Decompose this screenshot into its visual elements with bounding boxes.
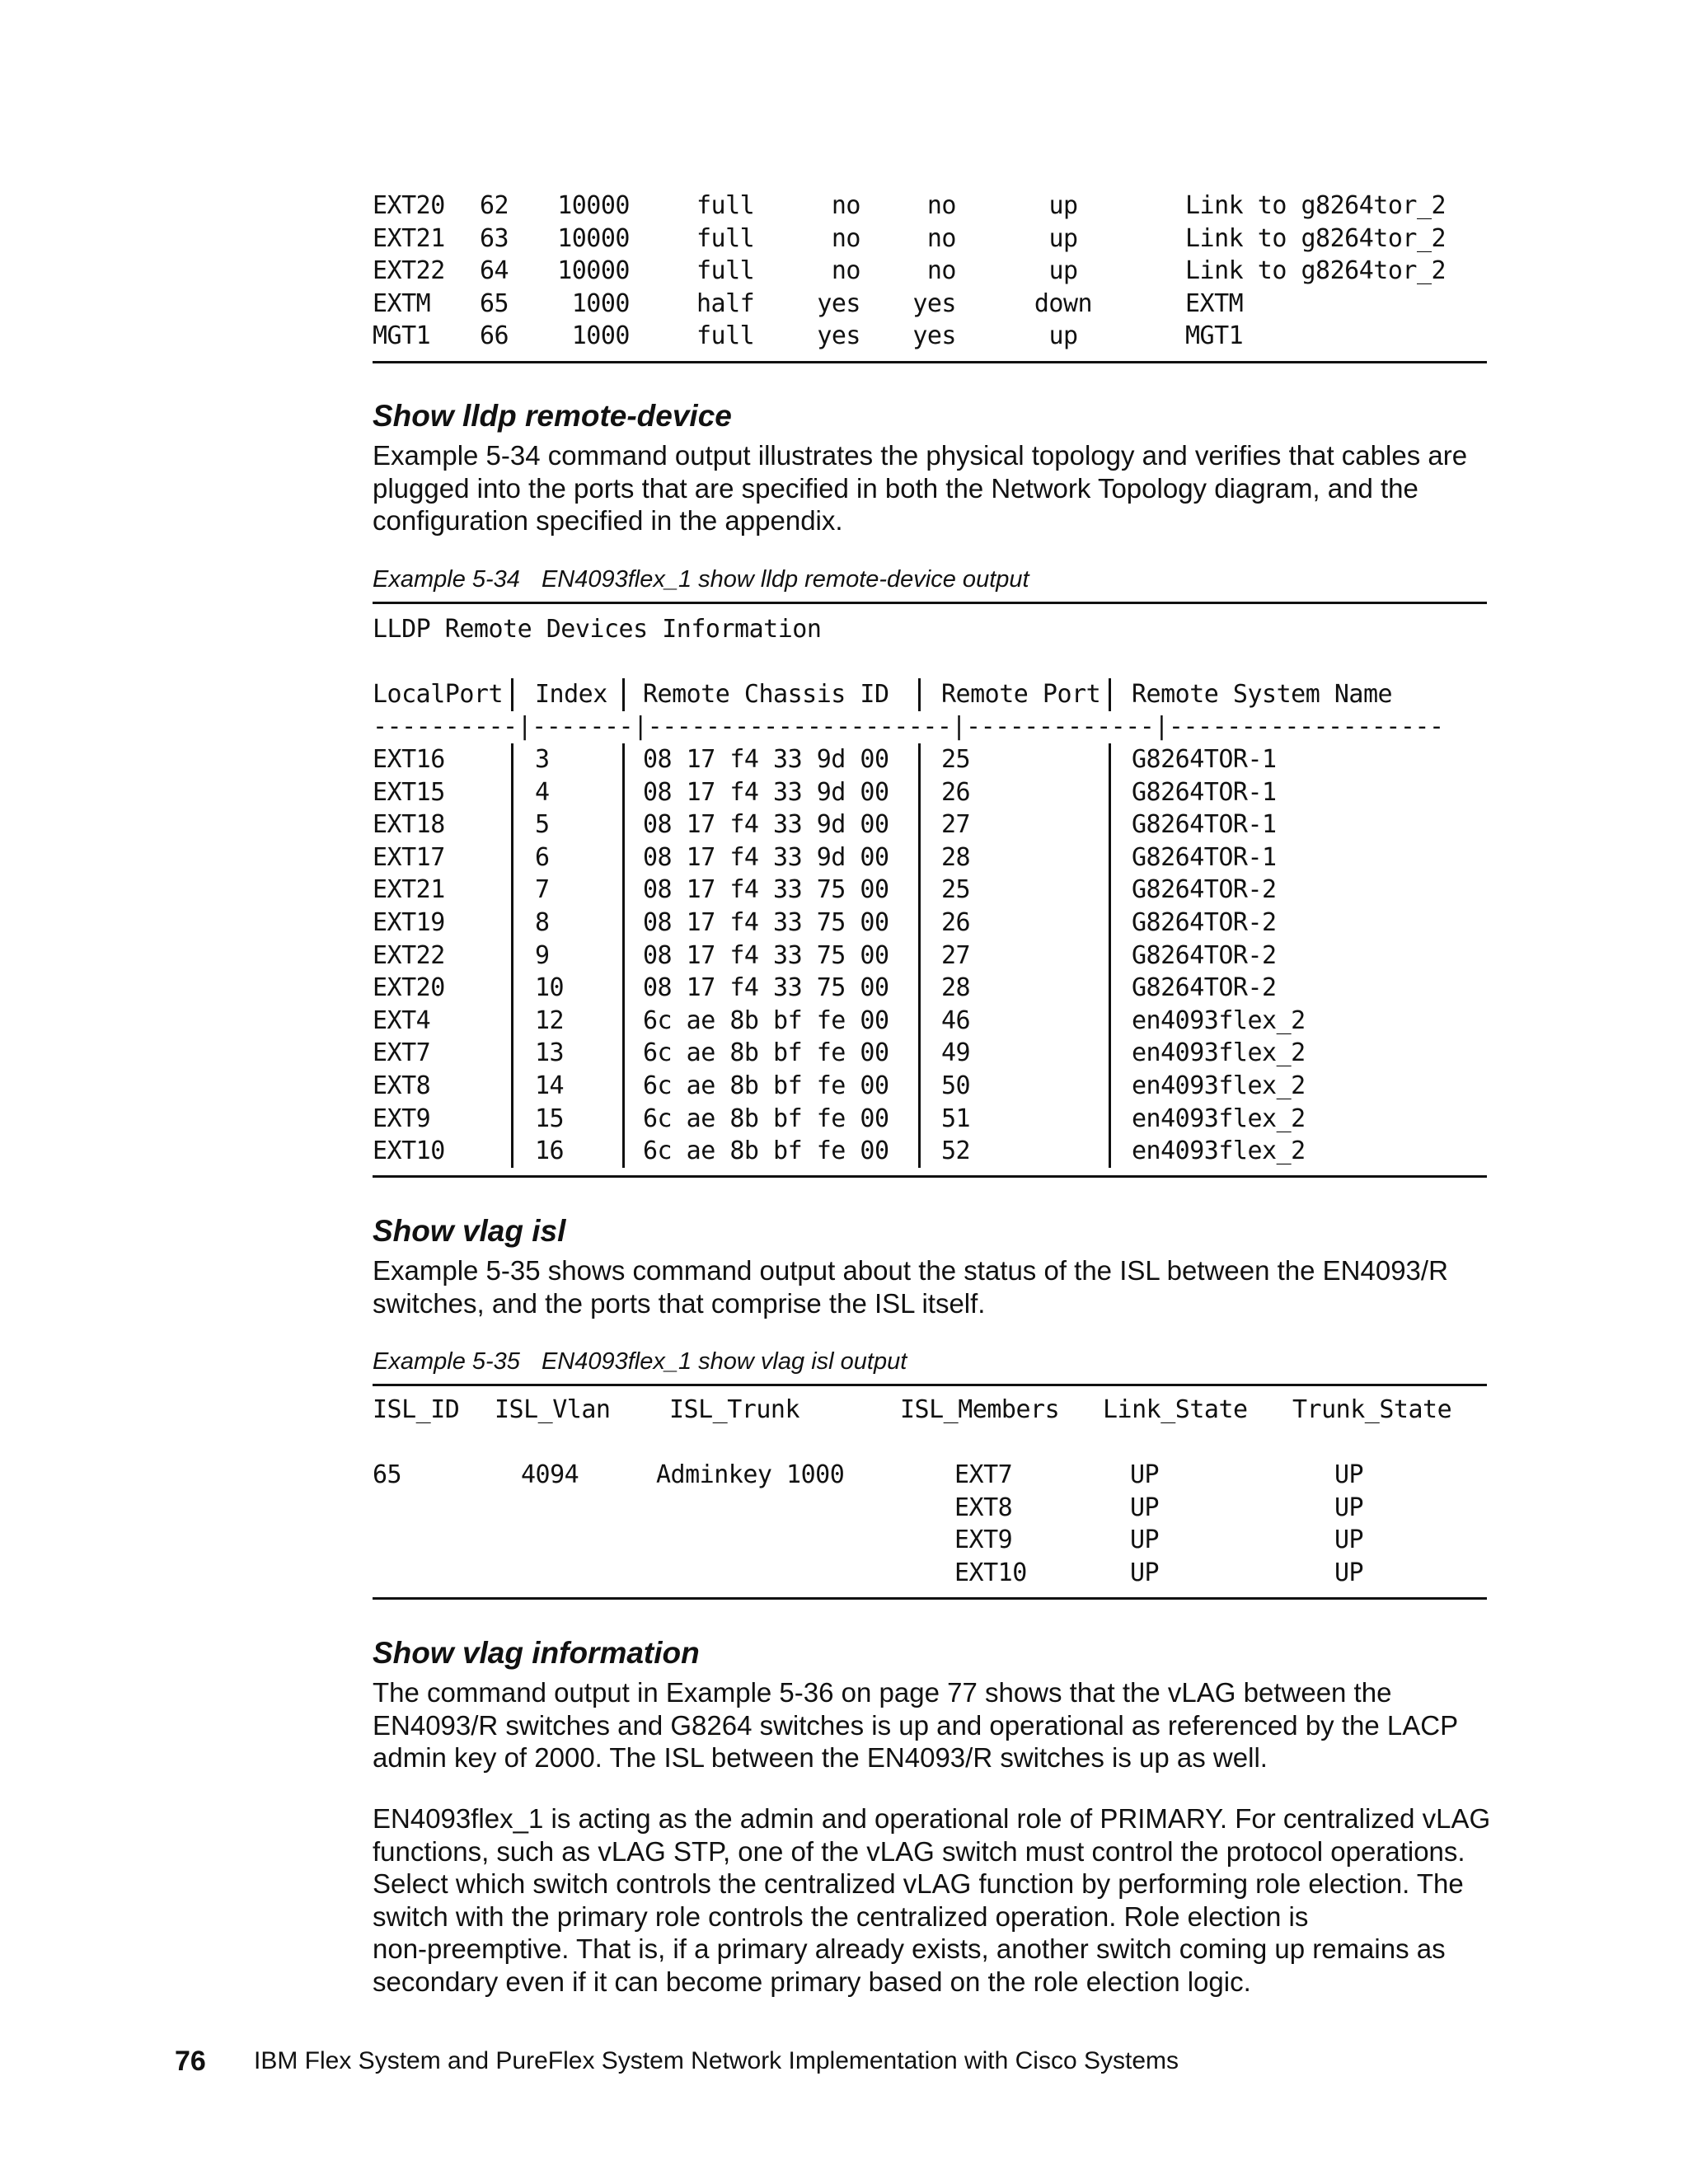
port-duplex: full xyxy=(696,256,755,285)
column-separator xyxy=(918,1070,921,1103)
port-flow-tx: no xyxy=(831,191,860,220)
text-line: non-preemptive. That is, if a primary already exists, another switch coming up remains as xyxy=(373,1933,1446,1964)
text-line: Select which switch controls the centralized vLAG function by performing role election. The xyxy=(373,1868,1464,1899)
isl-header-trunk-state: Trunk_State xyxy=(1292,1395,1452,1424)
column-separator xyxy=(511,1037,513,1070)
port-flow-tx: yes xyxy=(817,289,860,318)
column-separator xyxy=(622,1005,625,1038)
column-separator xyxy=(622,1103,625,1136)
lldp-index: 7 xyxy=(535,875,550,905)
column-separator xyxy=(622,808,625,841)
lldp-system-name: G8264TOR-2 xyxy=(1132,875,1277,905)
lldp-remote-port: 26 xyxy=(941,908,971,937)
column-separator xyxy=(1109,776,1111,809)
column-separator xyxy=(511,874,513,907)
port-flow-rx: yes xyxy=(912,321,956,350)
lldp-title-line: LLDP Remote Devices Information xyxy=(373,615,822,644)
lldp-remote-port: 27 xyxy=(941,940,971,970)
port-duplex: full xyxy=(696,191,755,220)
text-line: admin key of 2000. The ISL between the EN4093/R switches is up as well. xyxy=(373,1742,1268,1773)
port-index: 62 xyxy=(480,191,509,220)
lldp-index: 10 xyxy=(535,973,565,1003)
example-caption-5-35 xyxy=(373,1348,907,1376)
lldp-index: 13 xyxy=(535,1038,565,1068)
isl-table-top-rule xyxy=(373,1384,1487,1386)
lldp-system-name: G8264TOR-1 xyxy=(1132,810,1277,840)
caption-text: EN4093flex_1 show lldp remote-device output xyxy=(541,566,1029,593)
lldp-index: 6 xyxy=(535,842,550,872)
column-separator xyxy=(511,776,513,809)
lldp-chassis-id: 08 17 f4 33 9d 00 xyxy=(643,842,889,872)
lldp-index: 4 xyxy=(535,777,550,807)
book-title: IBM Flex System and PureFlex System Network Implementation with Cisco Systems xyxy=(254,2047,1179,2074)
lldp-chassis-id: 6c ae 8b bf fe 00 xyxy=(643,1071,889,1100)
column-separator xyxy=(622,940,625,972)
text-line: switch with the primary role controls the centralized operation. Role election is xyxy=(373,1900,1309,1932)
column-separator xyxy=(622,1037,625,1070)
column-separator xyxy=(511,1135,513,1168)
column-separator xyxy=(1109,678,1111,711)
port-flow-rx: no xyxy=(926,191,956,220)
header-remote-port: Remote Port xyxy=(941,680,1101,709)
port-description: EXTM xyxy=(1185,289,1244,318)
column-separator xyxy=(1109,1135,1111,1168)
column-separator xyxy=(1109,743,1111,776)
lldp-system-name: en4093flex_2 xyxy=(1132,1038,1306,1068)
isl-trunk-state: UP xyxy=(1334,1558,1364,1587)
isl-header-vlan: ISL_Vlan xyxy=(495,1395,611,1424)
page-number: 76 xyxy=(175,2046,206,2077)
port-flow-tx: yes xyxy=(817,321,860,350)
port-flow-rx: no xyxy=(926,224,956,253)
column-separator xyxy=(511,1070,513,1103)
isl-header-link-state: Link_State xyxy=(1103,1395,1248,1424)
lldp-local-port: EXT19 xyxy=(373,908,445,937)
lldp-remote-port: 26 xyxy=(941,777,971,807)
port-name: EXT20 xyxy=(373,191,445,220)
port-name: EXT21 xyxy=(373,224,445,253)
column-separator xyxy=(511,1005,513,1038)
isl-vlan-value: 4094 xyxy=(521,1460,579,1489)
lldp-remote-port: 51 xyxy=(941,1104,971,1133)
column-separator xyxy=(1109,940,1111,972)
lldp-index: 12 xyxy=(535,1005,565,1035)
lldp-chassis-id: 6c ae 8b bf fe 00 xyxy=(643,1038,889,1068)
lldp-chassis-id: 08 17 f4 33 9d 00 xyxy=(643,810,889,840)
column-separator xyxy=(511,907,513,940)
lldp-chassis-id: 08 17 f4 33 75 00 xyxy=(643,875,889,905)
port-link: up xyxy=(1048,224,1078,253)
lldp-local-port: EXT10 xyxy=(373,1137,445,1166)
port-name: EXT22 xyxy=(373,256,445,285)
lldp-remote-port: 28 xyxy=(941,973,971,1003)
isl-header-members: ISL_Members xyxy=(900,1395,1060,1424)
column-separator xyxy=(1109,874,1111,907)
caption-label: Example 5-35 xyxy=(373,1348,520,1375)
port-description: Link to g8264tor_2 xyxy=(1185,191,1447,220)
lldp-chassis-id: 08 17 f4 33 75 00 xyxy=(643,973,889,1003)
lldp-chassis-id: 08 17 f4 33 75 00 xyxy=(643,940,889,970)
port-description: Link to g8264tor_2 xyxy=(1185,224,1447,253)
port-link: up xyxy=(1048,321,1078,350)
lldp-remote-port: 49 xyxy=(941,1038,971,1068)
column-separator xyxy=(918,907,921,940)
lldp-chassis-id: 08 17 f4 33 9d 00 xyxy=(643,777,889,807)
column-separator xyxy=(918,743,921,776)
lldp-index: 14 xyxy=(535,1071,565,1100)
port-name: MGT1 xyxy=(373,321,431,350)
lldp-system-name: G8264TOR-1 xyxy=(1132,842,1277,872)
port-flow-tx: no xyxy=(831,224,860,253)
column-separator xyxy=(1109,1070,1111,1103)
column-separator xyxy=(1109,1103,1111,1136)
column-separator xyxy=(918,841,921,874)
column-separator xyxy=(511,743,513,776)
column-separator xyxy=(622,1135,625,1168)
text-line: The command output in Example 5-36 on page 77 shows that the vLAG between the xyxy=(373,1677,1392,1708)
lldp-system-name: en4093flex_2 xyxy=(1132,1005,1306,1035)
lldp-local-port: EXT4 xyxy=(373,1005,431,1035)
text-line: EN4093flex_1 is acting as the admin and operational role of PRIMARY. For centralized vLAG xyxy=(373,1803,1491,1834)
caption-label: Example 5-34 xyxy=(373,566,520,593)
lldp-remote-port: 46 xyxy=(941,1005,971,1035)
column-separator xyxy=(1109,841,1111,874)
column-separator xyxy=(918,874,921,907)
column-separator xyxy=(622,874,625,907)
column-separator xyxy=(918,1135,921,1168)
column-separator xyxy=(511,940,513,972)
section-heading-vlag-information: Show vlag information xyxy=(373,1636,700,1670)
column-separator xyxy=(622,678,625,711)
port-description: Link to g8264tor_2 xyxy=(1185,256,1447,285)
port-flow-rx: yes xyxy=(912,289,956,318)
lldp-local-port: EXT7 xyxy=(373,1038,431,1068)
section-heading-vlag-isl: Show vlag isl xyxy=(373,1214,566,1248)
column-separator xyxy=(918,776,921,809)
lldp-index: 3 xyxy=(535,745,550,774)
isl-intro-paragraph xyxy=(373,1254,1493,1319)
text-line: Example 5-35 shows command output about the status of the ISL between the EN4093/R xyxy=(373,1255,1448,1286)
port-duplex: full xyxy=(696,321,755,350)
column-separator xyxy=(1109,972,1111,1005)
lldp-system-name: G8264TOR-1 xyxy=(1132,745,1277,774)
lldp-index: 15 xyxy=(535,1104,565,1133)
text-line: EN4093/R switches and G8264 switches is up and operational as referenced by the LACP xyxy=(373,1709,1459,1741)
lldp-local-port: EXT9 xyxy=(373,1104,431,1133)
column-separator xyxy=(622,1070,625,1103)
lldp-local-port: EXT8 xyxy=(373,1071,431,1100)
isl-member: EXT7 xyxy=(954,1460,1013,1489)
lldp-index: 5 xyxy=(535,810,550,840)
example-caption-5-34 xyxy=(373,566,1029,593)
lldp-local-port: EXT22 xyxy=(373,940,445,970)
port-speed: 1000 xyxy=(571,321,630,350)
lldp-system-name: G8264TOR-2 xyxy=(1132,940,1277,970)
lldp-system-name: en4093flex_2 xyxy=(1132,1071,1306,1100)
port-name: EXTM xyxy=(373,289,431,318)
port-speed: 10000 xyxy=(557,191,630,220)
lldp-intro-paragraph xyxy=(373,439,1493,537)
text-line: plugged into the ports that are specified in both the Network Topology diagram, and the xyxy=(373,472,1418,504)
port-index: 63 xyxy=(480,224,509,253)
column-separator xyxy=(511,808,513,841)
column-separator xyxy=(511,972,513,1005)
column-separator xyxy=(918,678,921,711)
lldp-table-top-rule xyxy=(373,602,1487,604)
text-line: functions, such as vLAG STP, one of the vLAG switch must control the protocol operations. xyxy=(373,1835,1465,1867)
port-duplex: full xyxy=(696,224,755,253)
isl-trunk-state: UP xyxy=(1334,1493,1364,1522)
vlag-paragraph-1 xyxy=(373,1676,1493,1774)
isl-trunk-state: UP xyxy=(1334,1460,1364,1489)
column-separator xyxy=(1109,1037,1111,1070)
column-separator xyxy=(918,1005,921,1038)
section-heading-lldp: Show lldp remote-device xyxy=(373,399,732,433)
lldp-index: 9 xyxy=(535,940,550,970)
port-flow-rx: no xyxy=(926,256,956,285)
column-separator xyxy=(622,907,625,940)
isl-id-value: 65 xyxy=(373,1460,402,1489)
header-system-name: Remote System Name xyxy=(1132,680,1393,709)
lldp-local-port: EXT18 xyxy=(373,810,445,840)
lldp-remote-port: 50 xyxy=(941,1071,971,1100)
column-separator xyxy=(918,1037,921,1070)
lldp-chassis-id: 08 17 f4 33 75 00 xyxy=(643,908,889,937)
port-index: 64 xyxy=(480,256,509,285)
text-line: secondary even if it can become primary based on the role election logic. xyxy=(373,1966,1251,1997)
lldp-index: 16 xyxy=(535,1137,565,1166)
port-flow-tx: no xyxy=(831,256,860,285)
lldp-chassis-id: 6c ae 8b bf fe 00 xyxy=(643,1005,889,1035)
lldp-system-name: G8264TOR-2 xyxy=(1132,973,1277,1003)
lldp-remote-port: 25 xyxy=(941,745,971,774)
column-separator xyxy=(918,940,921,972)
isl-table-bottom-rule xyxy=(373,1597,1487,1600)
lldp-remote-port: 52 xyxy=(941,1137,971,1166)
header-chassis: Remote Chassis ID xyxy=(643,680,889,709)
lldp-index: 8 xyxy=(535,908,550,937)
lldp-chassis-id: 08 17 f4 33 9d 00 xyxy=(643,745,889,774)
text-line: Example 5-34 command output illustrates the physical topology and verifies that cables are xyxy=(373,440,1468,471)
isl-trunk-state: UP xyxy=(1334,1526,1364,1554)
column-separator xyxy=(918,972,921,1005)
column-separator xyxy=(511,678,513,711)
port-speed: 1000 xyxy=(571,289,630,318)
port-index: 66 xyxy=(480,321,509,350)
lldp-chassis-id: 6c ae 8b bf fe 00 xyxy=(643,1104,889,1133)
caption-text: EN4093flex_1 show vlag isl output xyxy=(541,1348,907,1375)
lldp-remote-port: 25 xyxy=(941,875,971,905)
header-index: Index xyxy=(535,680,607,709)
port-link: down xyxy=(1034,289,1093,318)
port-link: up xyxy=(1048,256,1078,285)
column-separator xyxy=(622,972,625,1005)
lldp-system-name: G8264TOR-2 xyxy=(1132,908,1277,937)
isl-link-state: UP xyxy=(1130,1460,1160,1489)
lldp-system-name: G8264TOR-1 xyxy=(1132,777,1277,807)
port-link: up xyxy=(1048,191,1078,220)
column-separator xyxy=(622,841,625,874)
column-separator xyxy=(511,1103,513,1136)
isl-member: EXT8 xyxy=(954,1493,1013,1522)
text-line: switches, and the ports that comprise the ISL itself. xyxy=(373,1287,986,1319)
lldp-local-port: EXT16 xyxy=(373,745,445,774)
isl-link-state: UP xyxy=(1130,1493,1160,1522)
column-separator xyxy=(511,841,513,874)
column-separator xyxy=(622,743,625,776)
column-separator xyxy=(1109,907,1111,940)
lldp-local-port: EXT20 xyxy=(373,973,445,1003)
lldp-chassis-id: 6c ae 8b bf fe 00 xyxy=(643,1137,889,1166)
isl-link-state: UP xyxy=(1130,1526,1160,1554)
column-separator xyxy=(622,776,625,809)
text-line: configuration specified in the appendix. xyxy=(373,505,843,536)
lldp-system-name: en4093flex_2 xyxy=(1132,1104,1306,1133)
column-separator xyxy=(1109,1005,1111,1038)
lldp-remote-port: 28 xyxy=(941,842,971,872)
port-description: MGT1 xyxy=(1185,321,1244,350)
lldp-dash-line: ----------|-------|---------------------|-------------|------------------- xyxy=(373,712,1444,741)
lldp-local-port: EXT21 xyxy=(373,875,445,905)
header-localport: LocalPort xyxy=(373,680,504,709)
lldp-remote-port: 27 xyxy=(941,810,971,840)
isl-header-id: ISL_ID xyxy=(373,1395,460,1424)
lldp-local-port: EXT15 xyxy=(373,777,445,807)
port-duplex: half xyxy=(696,289,755,318)
vlag-paragraph-2 xyxy=(373,1802,1493,1998)
isl-header-trunk: ISL_Trunk xyxy=(669,1395,800,1424)
lldp-table-bottom-rule xyxy=(373,1175,1487,1178)
isl-member: EXT10 xyxy=(954,1558,1027,1587)
column-separator xyxy=(1109,808,1111,841)
isl-trunk-value: Adminkey 1000 xyxy=(656,1460,845,1489)
port-speed: 10000 xyxy=(557,224,630,253)
port-table-bottom-rule xyxy=(373,361,1487,363)
column-separator xyxy=(918,1103,921,1136)
column-separator xyxy=(918,808,921,841)
isl-link-state: UP xyxy=(1130,1558,1160,1587)
lldp-local-port: EXT17 xyxy=(373,842,445,872)
lldp-system-name: en4093flex_2 xyxy=(1132,1137,1306,1166)
isl-member: EXT9 xyxy=(954,1526,1013,1554)
port-speed: 10000 xyxy=(557,256,630,285)
port-index: 65 xyxy=(480,289,509,318)
